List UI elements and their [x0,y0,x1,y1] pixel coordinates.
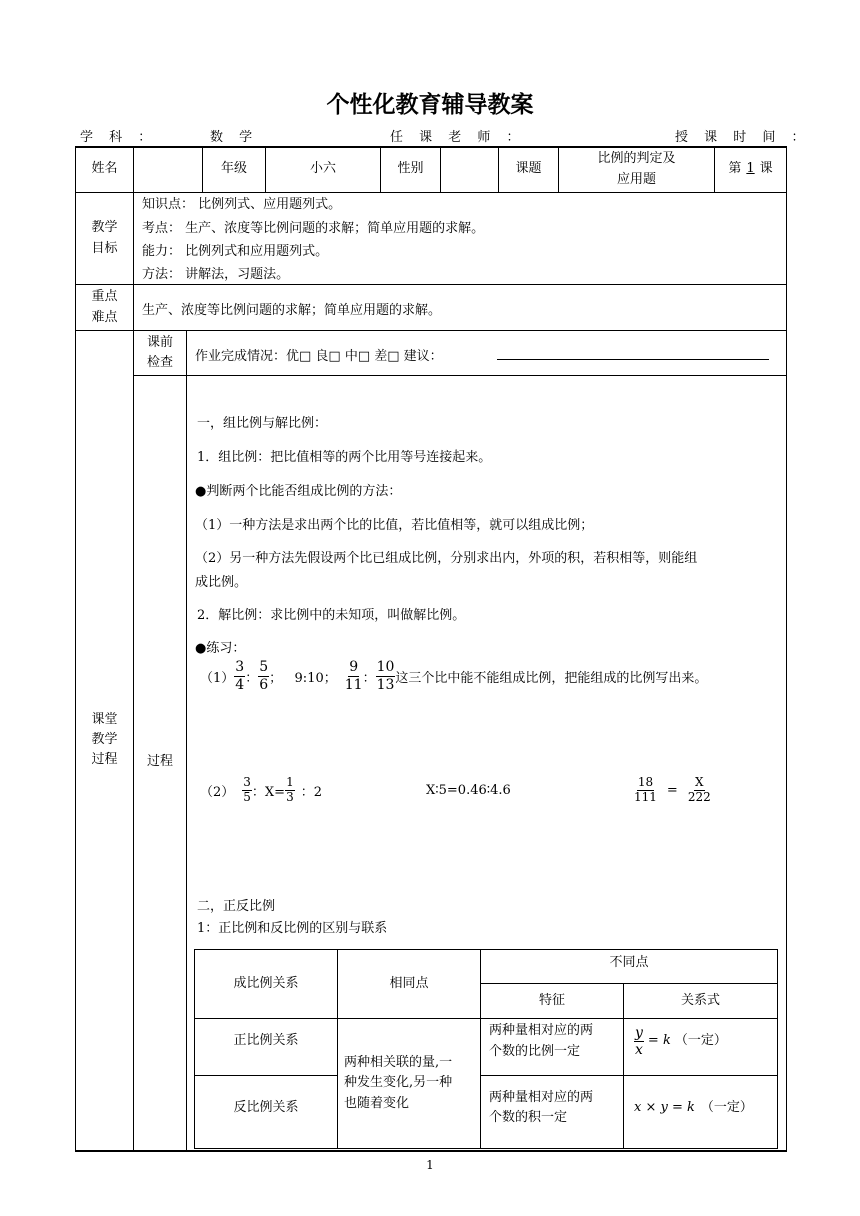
precheck-label-line2: 检查 [146,355,173,370]
row1-formula [624,1019,777,1064]
goal-exam: 考点： 生产、浓度等比例问题的求解；简单应用题的求解。 [142,221,485,236]
lesson-number-value: 1 [746,161,755,177]
practice-1 [200,656,707,696]
row2-formula-expr: x × y = k [634,1099,695,1115]
row2-feature-line2: 个数的积一定 [489,1110,568,1125]
col-same-header: 相同点 [389,975,429,991]
p2-mid: ：X= [251,784,286,800]
goals-label-line2: 目标 [91,240,118,256]
p1-sep: ； 9:10； [269,670,337,686]
col-formula-header: 关系式 [680,992,720,1008]
row1-feature-line2: 个数的比例一定 [489,1043,581,1059]
row1-formula-note: （一定） [674,1033,727,1049]
row-inverse-proportion: 反比例关系 [233,1099,299,1115]
p1-colon-1: ： [245,670,259,686]
document-title: 个性化教育辅导教案 [326,92,534,118]
col-relation-header: 成比例关系 [233,975,299,991]
practice-2b: X∶5=0.46∶4.6 [426,783,511,798]
p2-fraction-3: $\frac{18}{111}$ [634,774,657,804]
topic-value-line2: 应用题 [616,171,656,187]
focus-content: 生产、浓度等比例问题的求解；简单应用题的求解。 [142,303,442,318]
process-label-line1: 课堂 [91,711,118,727]
goal-knowledge: 知识点： 比例列式、应用题列式。 [142,197,342,212]
p1-fraction-2: $\frac{5}{6}$ [259,659,269,693]
subject-label: 学 科 ： [80,130,158,145]
section2-item1: 1：正比例和反比例的区别与联系 [197,921,388,936]
practice-label: ●练习： [195,641,246,656]
row1-feature [481,1019,623,1064]
p1-prefix: （1） [200,670,235,686]
section1-method2a: （2）另一种方法先假设两个比已组成比例，分别求出内，外项的积，若积相等，则能组 [195,551,698,566]
p2-tail: ：2 [300,784,322,800]
practice-2a [200,770,322,810]
precheck-label [134,331,186,375]
lesson-suffix: 课 [759,161,773,177]
section2-title: 二，正反比例 [197,899,276,914]
gender-value [441,147,498,192]
p2-fraction-2: $\frac{1}{3}$ [286,774,294,804]
homework-status: 作业完成情况：优□ 良□ 中□ 差□ 建议： [195,349,443,364]
name-label: 姓名 [91,161,118,177]
goals-label-line1: 教学 [91,220,118,236]
page-number: 1 [426,1158,434,1172]
same-line-3: 也随着变化 [344,1095,410,1111]
goal-ability: 能力： 比例列式和应用题列式。 [142,244,329,259]
col-diff-header: 不同点 [609,954,649,970]
topic-value-line1: 比例的判定及 [597,151,676,167]
focus-label-line1: 重点 [91,289,118,305]
row1-formula-fraction: $\frac{y}{x}$ [635,1024,643,1058]
section1-title: 一，组比例与解比例： [197,416,328,431]
col-feature-header: 特征 [538,992,565,1008]
row-direct-proportion: 正比例关系 [233,1033,299,1049]
name-value [134,147,202,192]
row2-formula [624,1076,777,1140]
p2-fraction-1: $\frac{3}{5}$ [243,774,251,804]
p2-equals: = [666,782,678,798]
goal-method: 方法： 讲解法，习题法。 [142,267,290,282]
subject-value: 数 学 [210,130,259,145]
lesson-number [715,147,786,192]
p1-fraction-1: $\frac{3}{4}$ [235,659,245,693]
lesson-time-label: 授 课 时 间 ： [675,130,811,145]
teacher-label: 任 课 老 师 ： [390,130,526,145]
focus-label [76,285,133,330]
p1-tail: 这三个比中能不能组成比例，把能组成的比例写出来。 [395,670,708,686]
process-inner-label: 过程 [146,753,173,769]
practice-2c [634,770,711,810]
topic-label: 课题 [515,161,542,177]
section1-item2: 2．解比例：求比例中的未知项，叫做解比例。 [197,608,466,623]
goals-label [76,193,133,284]
lesson-prefix: 第 [728,161,742,177]
same-line-1: 两种相关联的量,一 [344,1055,453,1071]
grade-value: 小六 [309,161,336,177]
row1-feature-line1: 两种量相对应的两 [489,1023,594,1039]
row2-feature-line1: 两种量相对应的两 [489,1089,594,1105]
same-line-2: 种发生变化,另一种 [344,1075,453,1091]
process-outer-label [76,700,133,780]
precheck-label-line1: 课前 [146,334,173,350]
row1-formula-rest: = k [647,1033,671,1049]
p1-colon-2: ： [362,670,376,686]
process-label-line2: 教学 [91,731,118,747]
section1-method1: （1）一种方法是求出两个比的比值，若比值相等，就可以组成比例； [195,518,594,533]
same-point-text [338,1019,480,1148]
p2-prefix: （2） [200,784,235,800]
suggestion-line [497,359,769,360]
p2-fraction-4: $\frac{X}{222}$ [687,774,711,804]
gender-label: 性别 [397,161,424,177]
p1-fraction-4: $\frac{10}{13}$ [376,659,395,693]
row2-feature [481,1076,623,1140]
process-label-line3: 过程 [91,752,118,768]
focus-label-line2: 难点 [91,309,118,325]
grade-label: 年级 [220,161,247,177]
row2-formula-note: （一定） [700,1099,753,1115]
topic-value [559,147,714,192]
p1-fraction-3: $\frac{9}{11}$ [344,659,363,693]
section1-method: ●判断两个比能否组成比例的方法： [195,484,402,499]
section1-item1: 1．组比例：把比值相等的两个比用等号连接起来。 [197,450,492,465]
section1-method2b: 成比例。 [195,575,248,590]
